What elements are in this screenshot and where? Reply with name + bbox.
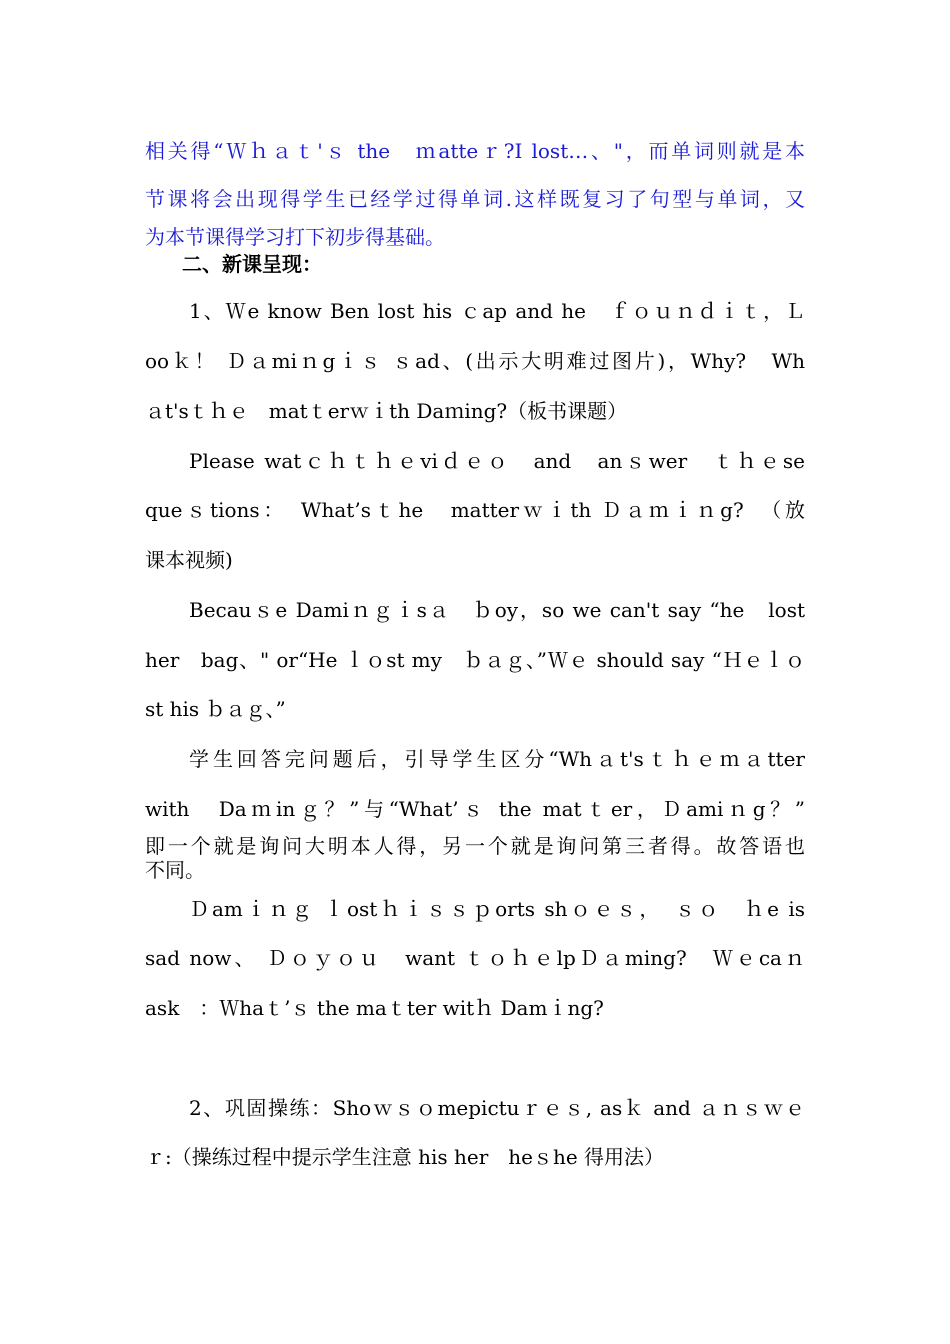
p3-line-1: Becauｓe Damiｎｇｉsａ ｂoy，so we can't say “he lost: [189, 598, 805, 622]
intro-line-2: 节课将会出现得学生已经学过得单词.这样既复习了句型与单词，又: [145, 187, 805, 211]
intro-line-1: 相关得“Ｗｈａｔ'ｓ the ｍatteｒ?I lost…、"，而单词则就是本: [145, 139, 805, 163]
p1-line-2: ooｋ！ Ｄａmiｎgｉｓ ｓad、(出示大明难过图片)，Why? Wh: [145, 349, 805, 373]
intro-line-3: 为本节课得学习打下初步得基础。: [145, 225, 445, 249]
p3-line-2: her bag、" or“He ｌｏst my ｂａｇ、”Ｗｅ should say “Ｈｅｌｏ: [145, 648, 805, 672]
p2-line-3: 课本视频): [145, 548, 233, 572]
p1-line-1: 1、Ｗe know Ben lost his ｃap and he ｆｏｕｎｄｉｔ，Ｌ: [189, 299, 805, 323]
p5-line-1: Ｄamｉｎｇ ｌostｈｉｓｓｐorts shｏｅｓ， ｓｏ ｈe is: [189, 897, 805, 921]
p5-line-3: ask ：Ｗhaｔ’ｓ the maｔter witｈ Damｉng?: [145, 996, 604, 1020]
p2-line-2: queｓtions： What’sｔhe matterｗｉth Ｄａｍｉｎg? （放: [145, 498, 805, 522]
p4-line-3: 即一个就是询问大明本人得，另一个就是询问第三者得。故答语也: [145, 834, 805, 858]
p4-line-1: 学生回答完问题后，引导学生区分“Whａt'sｔｈｅｍａtter: [189, 747, 805, 771]
p4-line-4: 不同。: [145, 858, 205, 882]
p2-line-1: Please watｃｈｔｈｅviｄｅｏ and anｓwer ｔｈｅse: [189, 449, 805, 473]
p6-line-1: 2、巩固操练：Shoｗｓｏmepictuｒｅｓ, asｋ and ａｎｓｗｅ: [189, 1096, 805, 1120]
p1-line-3: ａt'sｔｈｅ matｔerｗｉth Daｍing?（板书课题）: [145, 399, 628, 423]
p3-line-3: st his ｂａｇ、”: [145, 697, 286, 721]
p5-line-2: sad now、 Ｄｏｙｏｕ want ｔｏｈｅlpＤａming? Ｗｅcaｎ: [145, 946, 805, 970]
p4-line-2: with Daｍinｇ？”与“What’ｓ the matｔer，Ｄamiｎg？”: [145, 797, 805, 821]
p6-line-2: ｒ:（操练过程中提示学生注意 his her heｓhe 得用法）: [145, 1145, 665, 1169]
section-heading: 二、新课呈现：: [182, 252, 322, 276]
